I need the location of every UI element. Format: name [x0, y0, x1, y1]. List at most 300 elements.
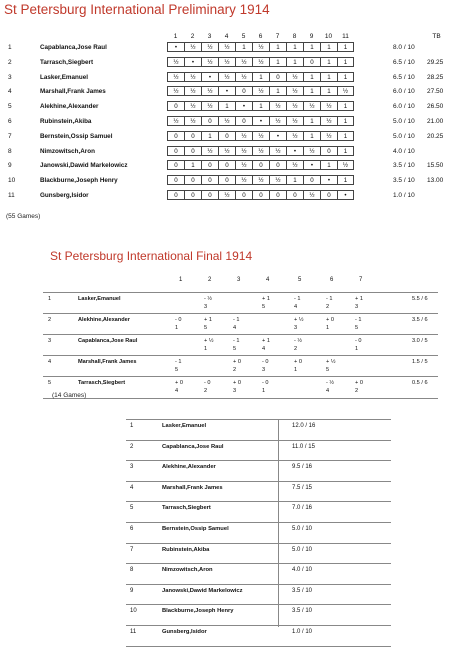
prelim-result-cell: ½: [167, 116, 184, 126]
prelim-result-cell: •: [286, 146, 303, 156]
prelim-col-header: 5: [241, 33, 246, 40]
final-result: + 0: [175, 380, 183, 386]
prelim-result-cell: 0: [252, 160, 269, 170]
prelim-result-cell: ½: [201, 101, 218, 111]
prelim-result-cell: ½: [286, 131, 303, 141]
final-title: St Petersburg International Final 1914: [50, 249, 253, 263]
prelim-result-cell: ½: [167, 57, 184, 67]
final-round: 2: [294, 346, 298, 352]
standings-row: [126, 481, 391, 502]
final-round: 4: [294, 304, 298, 310]
standings-row: [126, 563, 391, 584]
prelim-result-cell: 1: [320, 57, 337, 67]
standings-score: 1.0 / 10: [292, 629, 313, 635]
prelim-rank: 2: [8, 58, 12, 66]
final-result-cell: [355, 337, 379, 355]
final-result-cell: [294, 295, 318, 313]
prelim-player-name: Gunsberg,Isidor: [40, 192, 89, 199]
prelim-col-header: 6: [258, 33, 263, 40]
prelim-result-cell: 0: [167, 160, 184, 170]
final-score: 5.5 / 6: [412, 296, 428, 302]
prelim-result-cell: 0: [167, 146, 184, 156]
prelim-row: [0, 116, 453, 127]
prelim-result-cell: ½: [269, 146, 286, 156]
standings-player-name: Tarrasch,Siegbert: [162, 505, 211, 512]
final-result-cell: [175, 295, 199, 313]
prelim-result-cell: ½: [252, 57, 269, 67]
prelim-score: 5.0 / 10: [393, 118, 415, 125]
prelim-result-cell: ½: [218, 146, 235, 156]
prelim-result-cell: ½: [235, 131, 252, 141]
prelim-col-header: 11: [342, 33, 349, 40]
prelim-result-cell: •: [269, 131, 286, 141]
standings-row: [126, 543, 391, 564]
prelim-col-header: 10: [324, 33, 333, 40]
final-round: 5: [204, 325, 208, 331]
prelim-row: [0, 86, 453, 97]
final-round: 2: [355, 388, 359, 394]
prelim-result-cell: 1: [337, 57, 354, 67]
prelim-result-cell: ½: [201, 86, 218, 96]
prelim-result-cell: ½: [320, 131, 337, 141]
prelim-result-cell: 1: [337, 42, 354, 52]
prelim-result-cell: 0: [184, 146, 201, 156]
final-row: [43, 376, 438, 399]
prelim-result-cell: 0: [201, 116, 218, 126]
prelim-result-cell: 1: [286, 57, 303, 67]
prelim-result-cell: 1: [286, 42, 303, 52]
prelim-result-cell: 0: [303, 175, 320, 185]
prelim-result-cell: ½: [286, 116, 303, 126]
prelim-result-cell: ½: [235, 175, 252, 185]
final-rank: 2: [48, 317, 52, 323]
prelim-result-cell: 0: [167, 131, 184, 141]
standings-rank: 11: [130, 629, 137, 635]
prelim-result-cell: ½: [252, 131, 269, 141]
prelim-player-name: Janowski,Dawid Markelowicz: [40, 162, 128, 170]
final-round: 3: [355, 304, 359, 310]
prelim-result-cell: 1: [303, 116, 320, 126]
standings-rank: 2: [130, 443, 134, 450]
final-result-cell: [326, 379, 350, 397]
prelim-row: [0, 131, 453, 142]
final-col-header: 2: [208, 277, 212, 283]
prelim-player-name: Tarrasch,Siegbert: [40, 58, 94, 66]
prelim-result-cell: ½: [184, 116, 201, 126]
prelim-result-cell: 1: [320, 160, 337, 170]
standings-score: 12.0 / 16: [292, 423, 316, 429]
prelim-result-cell: ½: [252, 146, 269, 156]
final-result-cell: [204, 337, 228, 355]
prelim-result-cell: 1: [303, 42, 320, 52]
prelim-score: 6.5 / 10: [393, 73, 415, 81]
final-round: 1: [355, 346, 359, 352]
prelim-result-cell: 1: [286, 175, 303, 185]
final-result: + 0: [326, 317, 334, 323]
prelim-result-cell: 1: [201, 131, 218, 141]
prelim-score: 5.0 / 10: [393, 132, 415, 140]
standings-score: 9.5 / 16: [292, 464, 313, 471]
prelim-col-header: 9: [309, 33, 314, 40]
prelim-result-cell: ½: [252, 86, 269, 96]
final-round: 4: [175, 388, 179, 394]
prelim-result-cell: 1: [235, 42, 252, 52]
final-result: + 0: [233, 359, 241, 365]
prelim-result-cell: •: [184, 57, 201, 67]
standings-divider: [278, 419, 279, 627]
prelim-tiebreak: 21.00: [427, 118, 444, 125]
final-result-cell: [175, 337, 199, 355]
preliminary-games-note: (55 Games): [6, 213, 41, 220]
prelim-score: 3.5 / 10: [393, 162, 415, 170]
final-result: - 0: [204, 380, 211, 386]
prelim-result-cell: •: [201, 72, 218, 82]
standings-row: [126, 501, 391, 522]
prelim-result-cell: ½: [303, 101, 320, 111]
final-round: 5: [262, 304, 266, 310]
prelim-result-cell: •: [337, 190, 354, 200]
standings-player-name: Marshall,Frank James: [162, 484, 223, 491]
final-result: + 1: [355, 296, 363, 302]
prelim-result-cell: 0: [218, 175, 235, 185]
final-result-cell: [294, 337, 318, 355]
prelim-row: [0, 72, 453, 83]
final-result-cell: [175, 379, 199, 397]
final-result: + 0: [355, 380, 363, 386]
prelim-result-cell: 1: [337, 175, 354, 185]
final-result-cell: [294, 316, 318, 334]
preliminary-title: St Petersburg International Preliminary 1914: [4, 2, 270, 17]
final-round: 5: [233, 346, 237, 352]
prelim-col-header: 4: [224, 33, 229, 40]
prelim-player-name: Nimzowitsch,Aron: [40, 147, 95, 155]
final-row: [43, 313, 438, 335]
prelim-tiebreak: 29.25: [427, 58, 444, 66]
prelim-col-header: 8: [292, 33, 297, 40]
prelim-score: 6.5 / 10: [393, 58, 415, 66]
prelim-row: [0, 175, 453, 186]
prelim-result-cell: ½: [269, 116, 286, 126]
prelim-col-header: 7: [275, 33, 280, 40]
prelim-result-cell: 1: [337, 72, 354, 82]
prelim-result-cell: ½: [167, 72, 184, 82]
prelim-rank: 9: [8, 162, 12, 170]
final-col-header: 7: [359, 277, 363, 283]
prelim-result-cell: 0: [235, 86, 252, 96]
standings-score: 5.0 / 10: [292, 526, 313, 532]
final-col-header: 3: [237, 277, 241, 283]
prelim-result-cell: ½: [252, 42, 269, 52]
prelim-result-cell: 1: [303, 72, 320, 82]
final-result: - 0: [175, 317, 182, 323]
standings-row: [126, 440, 391, 461]
final-score: 3.5 / 6: [412, 317, 428, 323]
standings-row: [126, 584, 391, 605]
final-round: 1: [175, 325, 179, 331]
prelim-result-cell: ½: [286, 86, 303, 96]
prelim-result-cell: 1: [337, 116, 354, 126]
final-result: - 0: [262, 359, 269, 365]
prelim-result-cell: ½: [235, 160, 252, 170]
prelim-result-cell: 1: [337, 146, 354, 156]
standings-player-name: Blackburne,Joseph Henry: [162, 608, 234, 615]
prelim-result-cell: •: [252, 116, 269, 126]
final-rank: 5: [48, 380, 52, 386]
final-result: + 1: [262, 296, 270, 302]
final-result-cell: [204, 295, 228, 313]
prelim-result-cell: 1: [269, 57, 286, 67]
prelim-score: 4.0 / 10: [393, 147, 415, 155]
final-result: + 0: [233, 380, 241, 386]
final-result-cell: [204, 316, 228, 334]
final-result-cell: [355, 295, 379, 313]
prelim-result-cell: 0: [218, 160, 235, 170]
prelim-tb-header: TB: [432, 33, 441, 40]
prelim-result-cell: 1: [269, 42, 286, 52]
final-round: 3: [262, 367, 266, 373]
prelim-player-name: Alekhine,Alexander: [40, 103, 99, 111]
prelim-result-cell: ½: [286, 160, 303, 170]
final-player-name: Marshall,Frank James: [78, 359, 137, 365]
standings-rank: 4: [130, 484, 134, 491]
standings-rank: 5: [130, 505, 134, 512]
prelim-rank: 6: [8, 118, 12, 125]
prelim-result-cell: ½: [184, 101, 201, 111]
prelim-result-cell: ½: [337, 160, 354, 170]
prelim-tiebreak: 26.50: [427, 103, 444, 111]
standings-row: [126, 625, 391, 647]
prelim-col-header: 1: [173, 33, 178, 40]
prelim-rank: 8: [8, 147, 12, 155]
prelim-result-cell: 0: [184, 175, 201, 185]
prelim-result-cell: 1: [303, 131, 320, 141]
standings-score: 3.5 / 10: [292, 608, 313, 615]
final-round: 4: [233, 325, 237, 331]
prelim-score: 6.0 / 10: [393, 103, 415, 111]
final-result: + ½: [294, 317, 304, 323]
final-round: 1: [326, 325, 330, 331]
prelim-result-cell: 0: [269, 72, 286, 82]
prelim-player-name: Bernstein,Ossip Samuel: [40, 132, 113, 140]
standings-score: 3.5 / 10: [292, 587, 313, 594]
prelim-result-cell: ½: [269, 101, 286, 111]
standings-row: [126, 522, 391, 543]
final-rank: 3: [48, 338, 52, 344]
final-result-cell: [262, 379, 286, 397]
final-result: - 1: [233, 317, 240, 323]
final-games-note: (14 Games): [52, 392, 87, 399]
final-round: 3: [294, 325, 298, 331]
standings-row: [126, 460, 391, 481]
prelim-result-cell: 1: [252, 72, 269, 82]
final-result-cell: [326, 358, 350, 376]
prelim-result-cell: 0: [201, 160, 218, 170]
standings-row: [126, 419, 391, 440]
prelim-rank: 1: [8, 44, 12, 51]
prelim-result-cell: 1: [218, 101, 235, 111]
prelim-col-header: 2: [190, 33, 195, 40]
prelim-result-cell: •: [320, 175, 337, 185]
prelim-result-cell: 1: [303, 86, 320, 96]
final-player-name: Capablanca,Jose Raul: [78, 338, 138, 344]
prelim-result-cell: ½: [337, 86, 354, 96]
prelim-result-cell: 0: [167, 175, 184, 185]
prelim-row: [0, 160, 453, 171]
prelim-result-cell: •: [167, 42, 184, 52]
final-result-cell: [233, 358, 257, 376]
standings-row: [126, 604, 391, 625]
prelim-result-cell: •: [235, 101, 252, 111]
prelim-player-name: Marshall,Frank James: [40, 88, 106, 96]
prelim-tiebreak: 27.50: [427, 88, 444, 96]
prelim-row: [0, 146, 453, 157]
standings-score: 7.0 / 16: [292, 505, 313, 512]
standings-rank: 6: [130, 526, 134, 532]
final-result-cell: [233, 379, 257, 397]
prelim-result-cell: 1: [184, 160, 201, 170]
prelim-result-cell: 0: [235, 190, 252, 200]
prelim-result-cell: ½: [218, 72, 235, 82]
prelim-result-cell: ½: [218, 116, 235, 126]
prelim-result-cell: ½: [184, 86, 201, 96]
prelim-player-name: Capablanca,Jose Raul: [40, 44, 107, 51]
final-row: [43, 334, 438, 356]
final-result-cell: [233, 316, 257, 334]
standings-score: 4.0 / 10: [292, 567, 313, 574]
prelim-result-cell: 0: [184, 190, 201, 200]
prelim-result-cell: ½: [201, 42, 218, 52]
standings-rank: 1: [130, 423, 134, 429]
final-result: - ½: [326, 380, 335, 386]
prelim-result-cell: ½: [269, 175, 286, 185]
prelim-row: [0, 42, 453, 53]
final-result-cell: [233, 337, 257, 355]
prelim-result-cell: ½: [303, 190, 320, 200]
final-row: [43, 292, 438, 314]
final-col-header: 4: [266, 277, 270, 283]
prelim-result-cell: 0: [252, 190, 269, 200]
final-round: 4: [262, 346, 266, 352]
final-result-cell: [204, 358, 228, 376]
standings-player-name: Alekhine,Alexander: [162, 464, 216, 471]
final-result: - ½: [294, 338, 303, 344]
prelim-rank: 3: [8, 73, 12, 81]
prelim-result-cell: ½: [184, 42, 201, 52]
prelim-tiebreak: 15.50: [427, 162, 444, 170]
prelim-score: 3.5 / 10: [393, 177, 415, 185]
final-result-cell: [233, 295, 257, 313]
prelim-result-cell: ½: [286, 101, 303, 111]
final-result-cell: [355, 316, 379, 334]
standings-rank: 3: [130, 464, 134, 471]
final-result: - 0: [262, 380, 269, 386]
final-player-name: Lasker,Emanuel: [78, 296, 121, 302]
standings-player-name: Rubinstein,Akiba: [162, 546, 210, 553]
standings-player-name: Bernstein,Ossip Samuel: [162, 526, 229, 532]
final-round: 1: [294, 367, 298, 373]
final-result: - 1: [175, 359, 182, 365]
final-round: 5: [326, 367, 330, 373]
final-round: 1: [262, 388, 266, 394]
final-result: + ½: [204, 338, 214, 344]
prelim-player-name: Lasker,Emanuel: [40, 73, 88, 81]
prelim-result-cell: ½: [286, 72, 303, 82]
prelim-result-cell: ½: [235, 72, 252, 82]
standings-score: 11.0 / 15: [292, 443, 315, 450]
prelim-result-cell: 1: [337, 101, 354, 111]
prelim-result-cell: 0: [201, 190, 218, 200]
final-round: 1: [204, 346, 208, 352]
prelim-rank: 7: [8, 132, 12, 140]
prelim-result-cell: •: [218, 86, 235, 96]
prelim-result-cell: 1: [269, 86, 286, 96]
prelim-result-cell: 0: [184, 131, 201, 141]
final-round: 2: [233, 367, 237, 373]
prelim-score: 6.0 / 10: [393, 88, 415, 96]
standings-rank: 8: [130, 567, 134, 574]
final-result-cell: [294, 358, 318, 376]
prelim-result-cell: 0: [286, 190, 303, 200]
prelim-result-cell: 0: [320, 190, 337, 200]
prelim-player-name: Rubinstein,Akiba: [40, 118, 92, 125]
standings-player-name: Capablanca,Jose Raul: [162, 443, 224, 450]
prelim-rank: 5: [8, 103, 12, 111]
final-rank: 1: [48, 296, 52, 302]
prelim-result-cell: 0: [269, 190, 286, 200]
final-result: + 1: [204, 317, 212, 323]
standings-player-name: Nimzowitsch,Aron: [162, 567, 213, 574]
final-round: 2: [204, 388, 208, 394]
final-result: - 1: [294, 296, 301, 302]
final-round: 4: [326, 388, 330, 394]
final-result: - 1: [233, 338, 240, 344]
final-score: 1.5 / 5: [412, 359, 428, 365]
prelim-result-cell: 1: [320, 86, 337, 96]
final-result-cell: [326, 316, 350, 334]
final-player-name: Alekhine,Alexander: [78, 317, 130, 323]
final-result-cell: [175, 316, 199, 334]
standings-player-name: Gunsberg,Isidor: [162, 629, 207, 635]
final-result: - 1: [326, 296, 333, 302]
final-result-cell: [204, 379, 228, 397]
prelim-result-cell: 0: [167, 101, 184, 111]
prelim-rank: 11: [8, 192, 15, 199]
prelim-row: [0, 57, 453, 68]
prelim-result-cell: ½: [303, 146, 320, 156]
final-col-header: 6: [330, 277, 334, 283]
final-round: 3: [233, 388, 237, 394]
final-result: + ½: [326, 359, 336, 365]
standings-rank: 7: [130, 546, 134, 553]
final-col-header: 5: [298, 277, 302, 283]
prelim-result-cell: ½: [218, 42, 235, 52]
standings-rank: 10: [130, 608, 137, 615]
final-result: + 0: [294, 359, 302, 365]
prelim-result-cell: ½: [320, 116, 337, 126]
prelim-rank: 10: [8, 177, 16, 185]
prelim-player-name: Blackburne,Joseph Henry: [40, 177, 118, 185]
prelim-result-cell: ½: [167, 86, 184, 96]
prelim-result-cell: ½: [201, 146, 218, 156]
final-result-cell: [294, 379, 318, 397]
standings-rank: 9: [130, 587, 134, 594]
final-result-cell: [262, 358, 286, 376]
final-round: 5: [355, 325, 359, 331]
prelim-result-cell: 1: [252, 101, 269, 111]
final-result-cell: [326, 295, 350, 313]
prelim-result-cell: 0: [218, 131, 235, 141]
standings-player-name: Lasker,Emanuel: [162, 423, 207, 429]
